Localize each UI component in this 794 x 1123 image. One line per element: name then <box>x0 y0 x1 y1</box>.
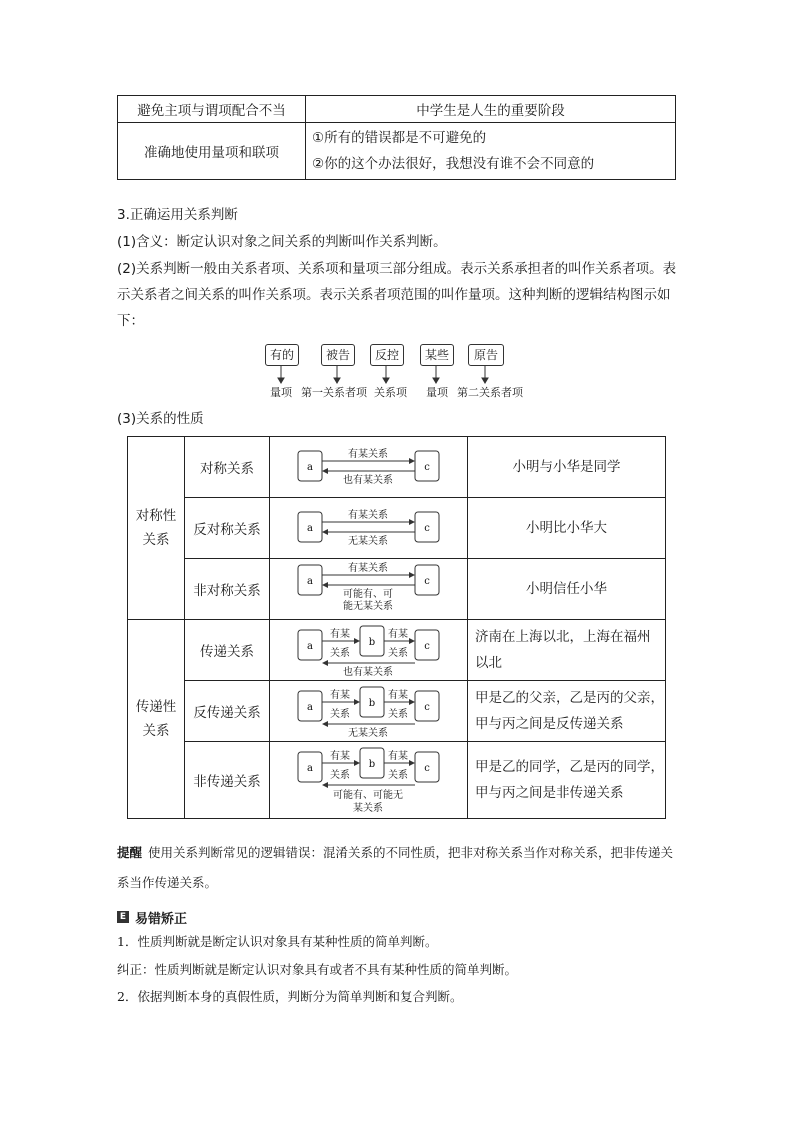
quantifier-box: 某些 <box>420 344 454 366</box>
group-label-line: 传递性 <box>135 699 177 715</box>
segment-label: 关系 <box>388 648 408 659</box>
antitransitive-diagram <box>270 681 467 741</box>
relation-name: 反传递关系 <box>185 681 270 742</box>
segment-label: 关系 <box>388 709 408 720</box>
node-a: a <box>307 576 313 587</box>
forward-relation-label: 有某关系 <box>348 510 388 521</box>
second-relatum-box: 原告 <box>468 344 504 366</box>
example-line: 济南在上海以北，上海在福州 <box>475 629 651 645</box>
node-b: b <box>368 759 376 770</box>
segment-label: 有某 <box>388 629 408 640</box>
segment-label: 关系 <box>388 770 408 781</box>
relation-diagram <box>270 620 468 681</box>
example-line: 甲与丙之间是反传递关系 <box>475 716 624 732</box>
relation-name: 非对称关系 <box>185 559 270 620</box>
group-label-symmetry <box>128 437 185 620</box>
correction-line: 2．依据判断本身的真假性质，判断分为简单判断和复合判断。 <box>117 989 463 1004</box>
table-row <box>128 559 666 620</box>
relation-name: 对称关系 <box>185 437 270 498</box>
node-a: a <box>307 763 313 774</box>
nonsymmetric-diagram <box>270 559 467 619</box>
judgment-rules-table <box>117 95 676 180</box>
backward-relation-label: 可能有、可 <box>343 589 393 600</box>
forward-relation-label: 有某关系 <box>348 563 388 574</box>
backward-relation-label: 无某关系 <box>348 536 388 547</box>
correction-title: 易错矫正 <box>135 911 188 927</box>
node-c: c <box>424 763 430 774</box>
example-cell: 小明信任小华 <box>468 559 666 620</box>
tip-text: 使用关系判断常见的逻辑错误：混淆关系的不同性质，把非对称关系当作对称关系，把非传递关系当作传递关系。 <box>117 845 674 890</box>
node-c: c <box>424 702 430 713</box>
forward-relation-label: 有某关系 <box>348 449 388 460</box>
example-cell: 小明与小华是同学 <box>468 437 666 498</box>
table-row <box>128 620 666 681</box>
node-c: c <box>424 462 430 473</box>
definition-paragraph: (1)含义：断定认识对象之间关系的判断叫作关系判断。 <box>117 234 447 250</box>
segment-label: 有某 <box>330 690 350 701</box>
node-a: a <box>307 641 313 652</box>
symmetric-diagram <box>270 437 467 497</box>
example-cell <box>468 620 666 681</box>
example-line: 甲是乙的父亲，乙是丙的父亲， <box>475 690 664 706</box>
example-line: ①所有的错误都是不可避免的 <box>312 130 487 146</box>
segment-label: 有某 <box>330 629 350 640</box>
relation-diagram <box>270 437 468 498</box>
node-a: a <box>307 702 313 713</box>
quantifier-box: 有的 <box>265 344 299 366</box>
relation-properties-table <box>127 436 666 819</box>
backward-relation-label: 某关系 <box>353 803 383 814</box>
group-label-line: 对称性 <box>135 508 177 524</box>
backward-relation-label: 可能有、可能无 <box>333 790 403 801</box>
rule-cell: 避免主项与谓项配合不当 <box>118 96 306 123</box>
node-c: c <box>424 641 430 652</box>
structure-label: 关系项 <box>374 386 407 399</box>
example-cell <box>306 123 676 180</box>
example-cell: 小明比小华大 <box>468 498 666 559</box>
backward-relation-label: 无某关系 <box>348 728 388 739</box>
structure-label: 第一关系者项 <box>301 386 367 399</box>
table-row <box>128 681 666 742</box>
node-a: a <box>307 462 313 473</box>
backward-relation-label: 能无某关系 <box>343 601 393 612</box>
table-row <box>128 742 666 819</box>
node-c: c <box>424 523 430 534</box>
composition-paragraph: (2)关系判断一般由关系者项、关系项和量项三部分组成。表示关系承担者的叫作关系者项。表示关系者之间关系的叫作关系项。表示关系者项范围的叫作量项。这种判断的逻辑结构图示如下： <box>117 261 677 329</box>
first-relatum-box: 被告 <box>321 344 355 366</box>
example-line: 以北 <box>475 655 502 671</box>
structure-label: 量项 <box>426 386 448 399</box>
relation-diagram <box>270 498 468 559</box>
relation-name: 传递关系 <box>185 620 270 681</box>
group-label-line: 关系 <box>142 532 170 548</box>
node-c: c <box>424 576 430 587</box>
correction-line: 1．性质判断就是断定认识对象具有某种性质的简单判断。 <box>117 934 438 949</box>
structure-label: 第二关系者项 <box>457 386 523 399</box>
relation-diagram <box>270 681 468 742</box>
correction-line: 纠正：性质判断就是断定认识对象具有或者不具有某种性质的简单判断。 <box>117 962 518 977</box>
group-label-transitivity <box>128 620 185 819</box>
antisymmetric-diagram <box>270 498 467 558</box>
section-badge-icon: E <box>117 911 129 923</box>
node-b: b <box>368 637 376 648</box>
example-line: 甲是乙的同学，乙是丙的同学， <box>475 759 664 775</box>
segment-label: 有某 <box>388 690 408 701</box>
tip-label: 提醒 <box>117 845 143 860</box>
example-line: 甲与丙之间是非传递关系 <box>475 785 624 801</box>
relation-diagram <box>270 559 468 620</box>
transitive-diagram <box>270 620 467 680</box>
structure-label: 量项 <box>270 386 292 399</box>
rule-cell: 准确地使用量项和联项 <box>118 123 306 180</box>
group-label-line: 关系 <box>142 723 170 739</box>
table-row <box>118 123 676 180</box>
segment-label: 关系 <box>330 770 350 781</box>
logic-structure-diagram <box>260 340 540 404</box>
example-cell: 中学生是人生的重要阶段 <box>306 96 676 123</box>
properties-heading: (3)关系的性质 <box>117 411 204 427</box>
segment-label: 有某 <box>330 751 350 762</box>
segment-label: 关系 <box>330 648 350 659</box>
nontransitive-diagram <box>270 742 467 818</box>
backward-relation-label: 也有某关系 <box>343 667 393 678</box>
section-heading: 3.正确运用关系判断 <box>117 207 238 223</box>
table-row <box>128 498 666 559</box>
correction-header <box>117 906 187 928</box>
example-line: ②你的这个办法很好，我想没有谁不会不同意的 <box>312 156 595 172</box>
relation-diagram <box>270 742 468 819</box>
relation-name: 反对称关系 <box>185 498 270 559</box>
node-b: b <box>368 698 376 709</box>
example-cell <box>468 681 666 742</box>
segment-label: 有某 <box>388 751 408 762</box>
segment-label: 关系 <box>330 709 350 720</box>
relation-box: 反控 <box>370 344 404 366</box>
relation-name: 非传递关系 <box>185 742 270 819</box>
backward-relation-label: 也有某关系 <box>343 475 393 486</box>
node-a: a <box>307 523 313 534</box>
example-cell <box>468 742 666 819</box>
tip-paragraph <box>117 838 677 898</box>
table-row <box>128 437 666 498</box>
table-row <box>118 96 676 123</box>
